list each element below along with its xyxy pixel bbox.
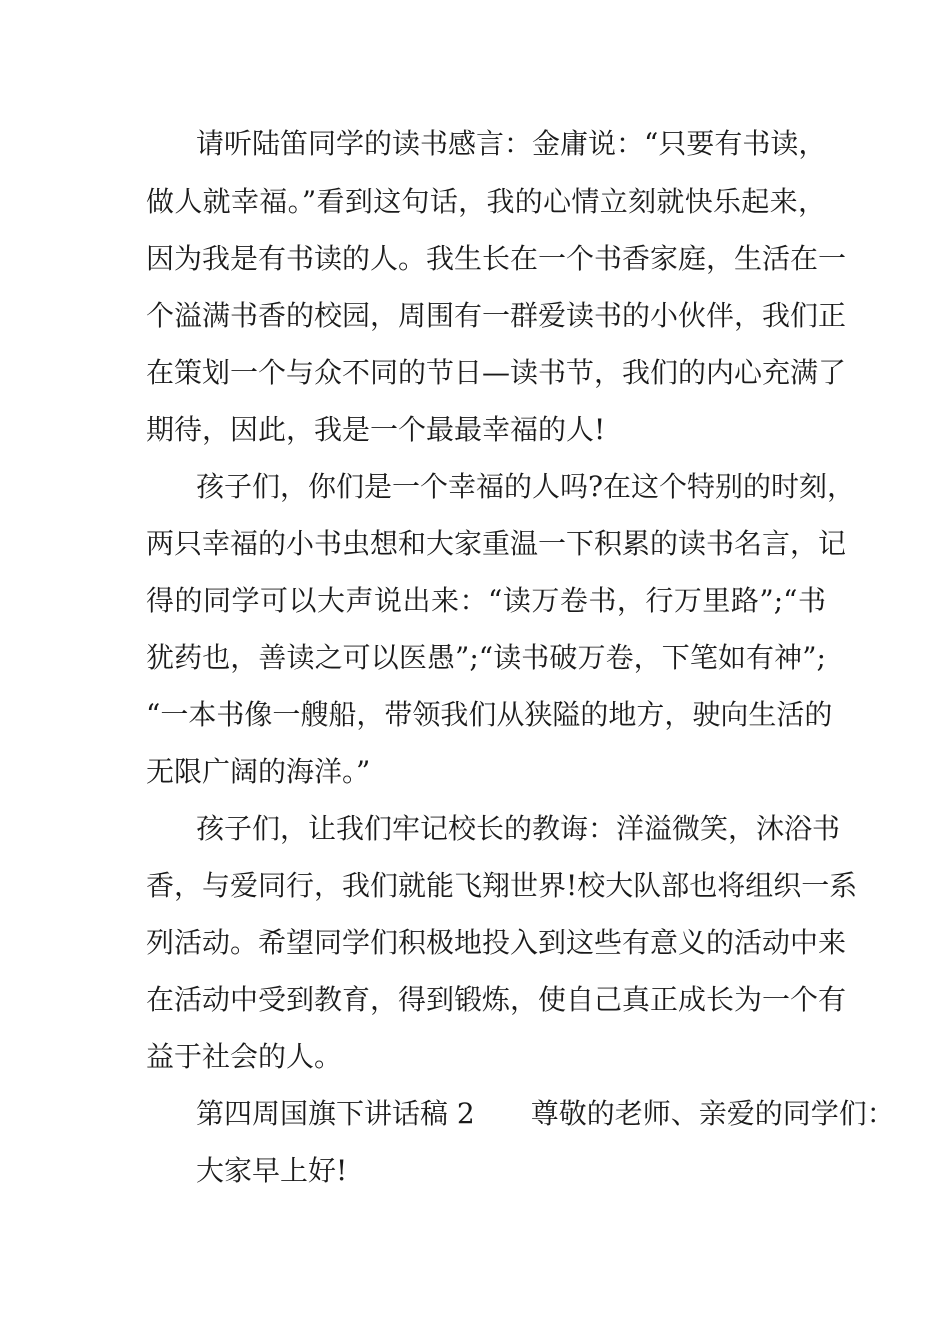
text-line: 列活动。希望同学们积极地投入到这些有意义的活动中来 [146,926,847,959]
text-line: 孩子们，你们是一个幸福的人吗?在这个特别的时刻， [196,470,856,503]
text-line: 益于社会的人。 [146,1040,343,1073]
text-line: 得的同学可以大声说出来：“读万卷书，行万里路”;“书 [146,584,826,617]
text-line: 大家早上好! [196,1154,348,1187]
text-line: 香，与爱同行，我们就能飞翔世界!校大队部也将组织一系 [146,869,858,902]
text-line: 孩子们，让我们牢记校长的教诲：洋溢微笑，沐浴书 [196,812,841,845]
text-line: 请听陆笛同学的读书感言：金庸说：“只要有书读， [196,127,827,160]
text-line: 在活动中受到教育，得到锻炼，使自己真正成长为一个有 [146,983,847,1016]
text-line: 期待，因此，我是一个最最幸福的人! [146,413,606,446]
text-line: 第四周国旗下讲话稿 2 尊敬的老师、亲爱的同学们： [196,1097,895,1130]
text-line: 在策划一个与众不同的节日—读书节，我们的内心充满了 [146,356,847,389]
text-line: 因为我是有书读的人。我生长在一个书香家庭，生活在一 [146,242,847,275]
text-line: “一本书像一艘船，带领我们从狭隘的地方，驶向生活的 [146,698,833,731]
text-line: 个溢满书香的校园，周围有一群爱读书的小伙伴，我们正 [146,299,847,332]
text-line: 犹药也，善读之可以医愚”;“读书破万卷，下笔如有神”; [146,641,826,674]
text-line: 两只幸福的小书虫想和大家重温一下积累的读书名言，记 [146,527,847,560]
text-line: 无限广阔的海洋。” [146,755,371,788]
text-line: 做人就幸福。”看到这句话，我的心情立刻就快乐起来， [146,185,826,218]
